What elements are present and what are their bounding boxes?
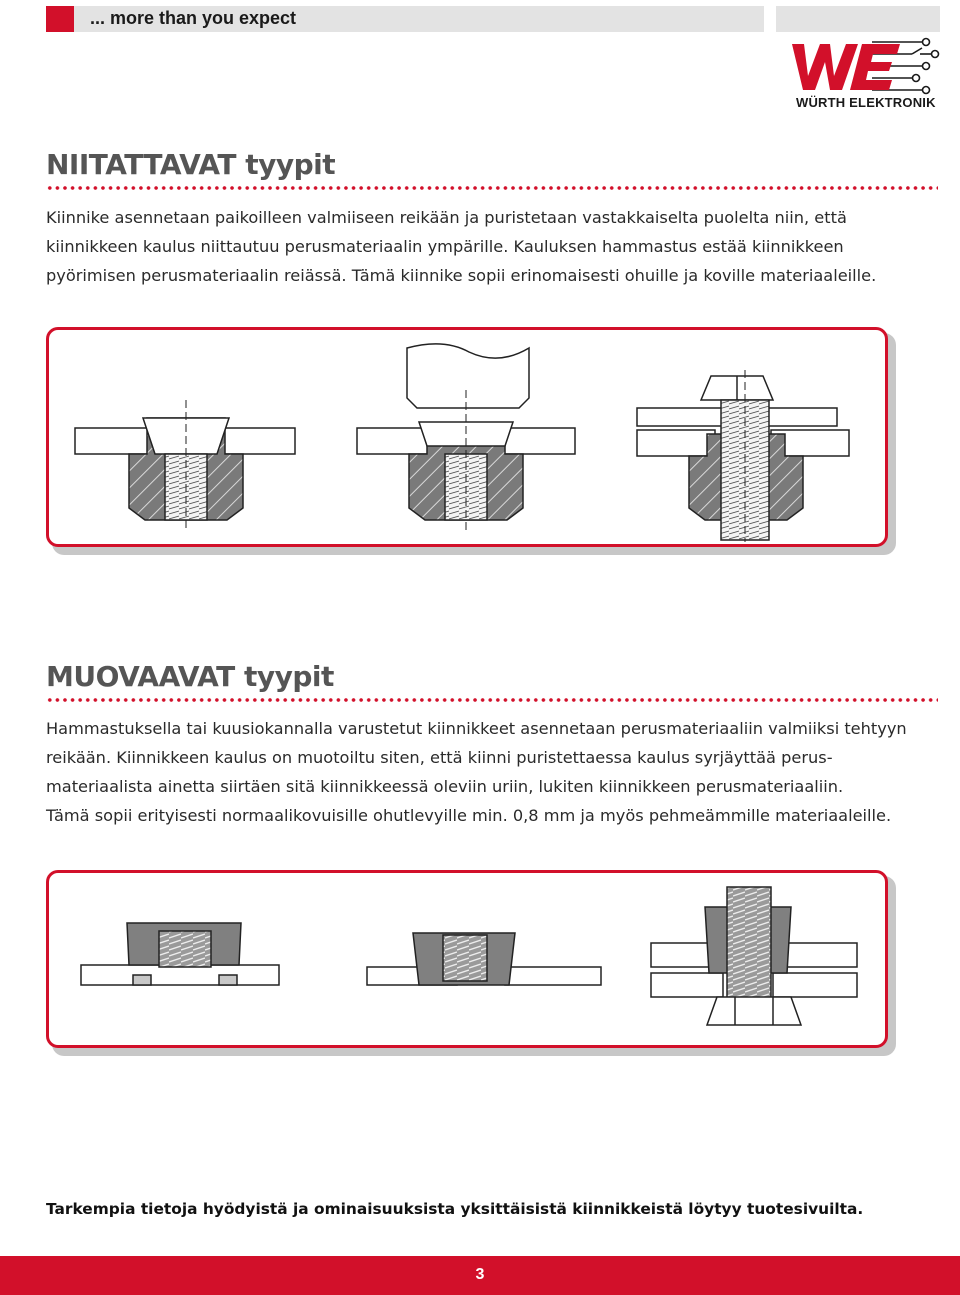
riveting-steps-diagram (49, 330, 888, 547)
clinch-nut-step-2 (367, 933, 601, 985)
dotted-divider (46, 697, 938, 703)
we-logo-mark-icon (792, 44, 900, 90)
clinching-illustration (46, 870, 888, 1048)
tagline: ... more than you expect (90, 8, 297, 28)
clinching-steps-diagram (49, 873, 888, 1048)
paragraph-line: kiinnikkeen kaulus niittautuu perusmateriaalin ympärille. Kauluksen hammastus estää kiinnikkeen (46, 237, 844, 256)
paragraph-line: Tämä sopii erityisesti normaalikovuisille ohutlevyille min. 0,8 mm ja myös pehmeämmille materiaaleille. (46, 806, 892, 825)
section-2-paragraph (46, 714, 946, 830)
brand-name: WÜRTH ELEKTRONIK (796, 95, 936, 110)
clinch-nut-step-3 (651, 887, 857, 1025)
paragraph-line: materiaalista ainetta siirtäen sitä kiinnikkeessä oleviin uriin, lukiten kiinnikkeen perusmateriaaliin. (46, 777, 844, 796)
header-accent-block (46, 6, 74, 32)
rivet-nut-step-1 (75, 400, 295, 530)
section-1-paragraph (46, 203, 946, 290)
rivet-nut-step-2 (357, 344, 575, 530)
paragraph-line: pyörimisen perusmateriaalin reiässä. Tämä kiinnike sopii erinomaisesti ohuille ja koville materiaaleille. (46, 266, 877, 285)
riveting-illustration (46, 327, 888, 547)
paragraph-line: Hammastuksella tai kuusiokannalla varustetut kiinnikkeet asennetaan perusmateriaaliin valmiiksi tehtyyn (46, 719, 907, 738)
clinch-nut-step-1 (81, 923, 279, 985)
dotted-divider (46, 185, 938, 191)
paragraph-line: reikään. Kiinnikkeen kaulus on muotoiltu siten, että kiinni puristettaessa kaulus syrjäyttää perus- (46, 748, 833, 767)
rivet-nut-step-3 (637, 370, 849, 542)
logo-bar (776, 6, 940, 32)
page-number: 3 (475, 1266, 485, 1283)
footnote: Tarkempia tietoja hyödyistä ja ominaisuuksista yksittäisistä kiinnikkeistä löytyy tuotesivuilta. (46, 1200, 864, 1218)
section-title-forming: MUOVAAVAT tyypit (46, 660, 334, 693)
paragraph-line: Kiinnike asennetaan paikoilleen valmiiseen reikään ja puristetaan vastakkaiselta puolelta niin, että (46, 208, 847, 227)
section-title-riveting: NIITATTAVAT tyypit (46, 148, 336, 181)
